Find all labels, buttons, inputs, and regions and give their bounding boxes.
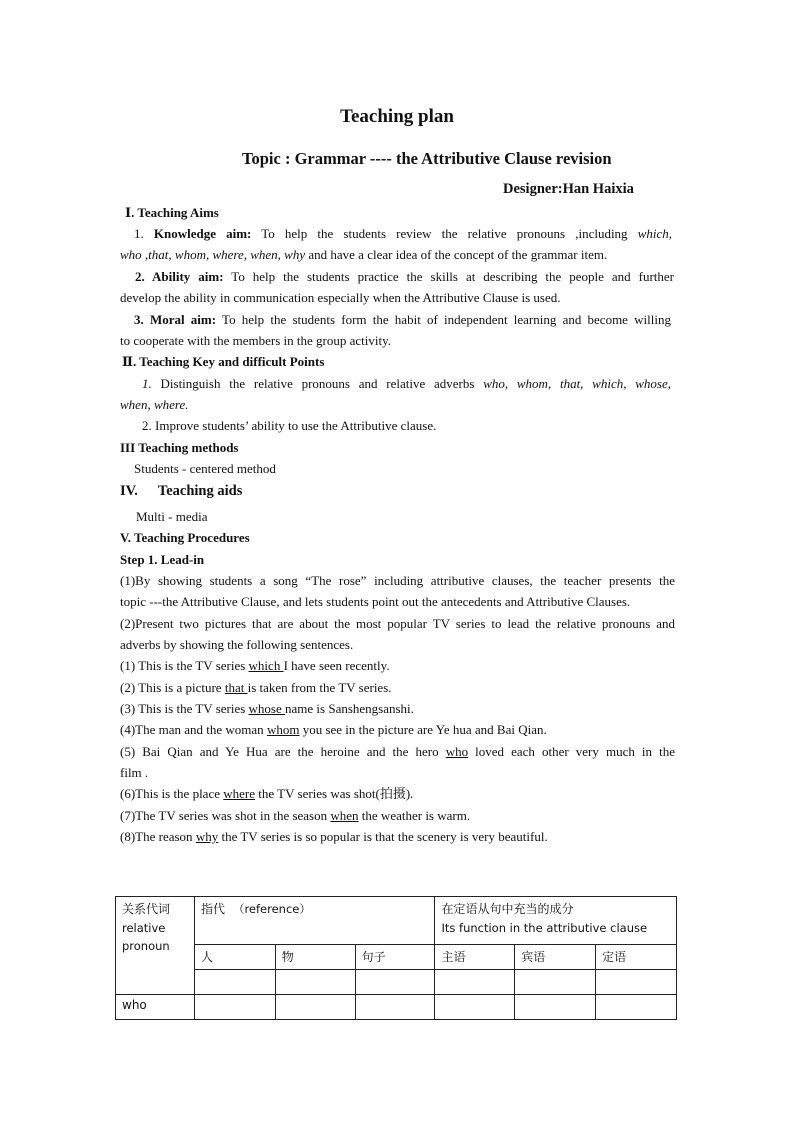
section-2-heading: Ⅱ. Teaching Key and difficult Points [122,354,325,369]
section-5-heading: V. Teaching Procedures [120,530,250,545]
lead-in-para-1-line-1: (1)By showing students a song “The rose” including attributive clauses, the teacher presents the [120,573,675,588]
knowledge-aim-line-1: 1. Knowledge aim: To help the students review the relative pronouns ,including which, [134,226,672,241]
example-sentence: (7)The TV series was shot in the season when the weather is warm. [120,808,471,823]
table-cell [515,970,596,995]
ability-aim-line-1: 2. Ability aim: To help the students practice the skills at describing the people and further [135,269,674,284]
example-sentence: (1) This is the TV series which I have seen recently. [120,658,390,673]
table-cell [275,970,355,995]
subheader-person: 人 [194,945,275,970]
example-sentence: (8)The reason why the TV series is so popular is that the scenery is very beautiful. [120,829,548,844]
example-sentence: (5) Bai Qian and Ye Hua are the heroine and the hero who loved each other very much in the [120,744,675,759]
lead-in-para-2-line-2: adverbs by showing the following sentences. [120,637,354,652]
example-sentence: (6)This is the place where the TV series was shot(拍摄). [120,786,414,801]
lead-in-para-1-line-2: topic ---the Attributive Clause, and lets students point out the antecedents and Attributive Clauses. [120,594,631,609]
example-sentence-continuation: film . [120,765,149,780]
subheader-thing: 物 [275,945,355,970]
knowledge-aim-line-2: who ,that, whom, where, when, why and have a clear idea of the concept of the grammar item. [120,247,608,262]
example-sentence: (2) This is a picture that is taken from the TV series. [120,680,392,695]
document-title: Teaching plan [340,106,454,127]
table-cell [194,995,275,1020]
key-point-1-line-2: when, where. [120,397,189,412]
subheader-subject: 主语 [435,945,515,970]
subheader-attributive: 定语 [596,945,677,970]
lead-in-para-2-line-1: (2)Present two pictures that are about the most popular TV series to lead the relative pronouns and [120,616,675,631]
teaching-aid: Multi - media [136,509,208,524]
table-cell [194,970,275,995]
table-cell [355,995,435,1020]
example-sentence: (3) This is the TV series whose name is Sanshengsanshi. [120,701,414,716]
table-cell [355,970,435,995]
key-point-1-line-1: 1. Distinguish the relative pronouns and relative adverbs who, whom, that, which, whose, [142,376,671,391]
table-cell [596,995,677,1020]
section-4-heading: IV. Teaching aids [120,483,243,499]
header-relative-pronoun: 关系代词 relative pronoun [116,897,195,995]
topic-line: Topic : Grammar ---- the Attributive Clause revision [242,149,612,168]
moral-aim-line-1: 3. Moral aim: To help the students form the habit of independent learning and become willing [134,312,671,327]
step-1-heading: Step 1. Lead-in [120,552,205,567]
table-cell [515,995,596,1020]
table-cell [435,995,515,1020]
teaching-method: Students - centered method [134,461,276,476]
subheader-object: 宾语 [515,945,596,970]
moral-aim-line-2: to cooperate with the members in the group activity. [120,333,391,348]
row-label-who: who [116,995,195,1020]
header-reference: 指代 （reference） [194,897,435,945]
example-sentence: (4)The man and the woman whom you see in the picture are Ye hua and Bai Qian. [120,722,547,737]
subheader-sentence: 句子 [355,945,435,970]
relative-pronoun-table [115,896,677,1020]
table-cell [596,970,677,995]
key-point-2: 2. Improve students’ ability to use the Attributive clause. [142,418,437,433]
table-cell [275,995,355,1020]
section-3-heading: III Teaching methods [120,440,239,455]
ability-aim-line-2: develop the ability in communication especially when the Attributive Clause is used. [120,290,561,305]
section-1-heading: Ⅰ. Teaching Aims [125,205,219,220]
designer-line: Designer:Han Haixia [503,181,634,197]
header-function: 在定语从句中充当的成分 Its function in the attributive clause [435,897,677,945]
table-cell [435,970,515,995]
